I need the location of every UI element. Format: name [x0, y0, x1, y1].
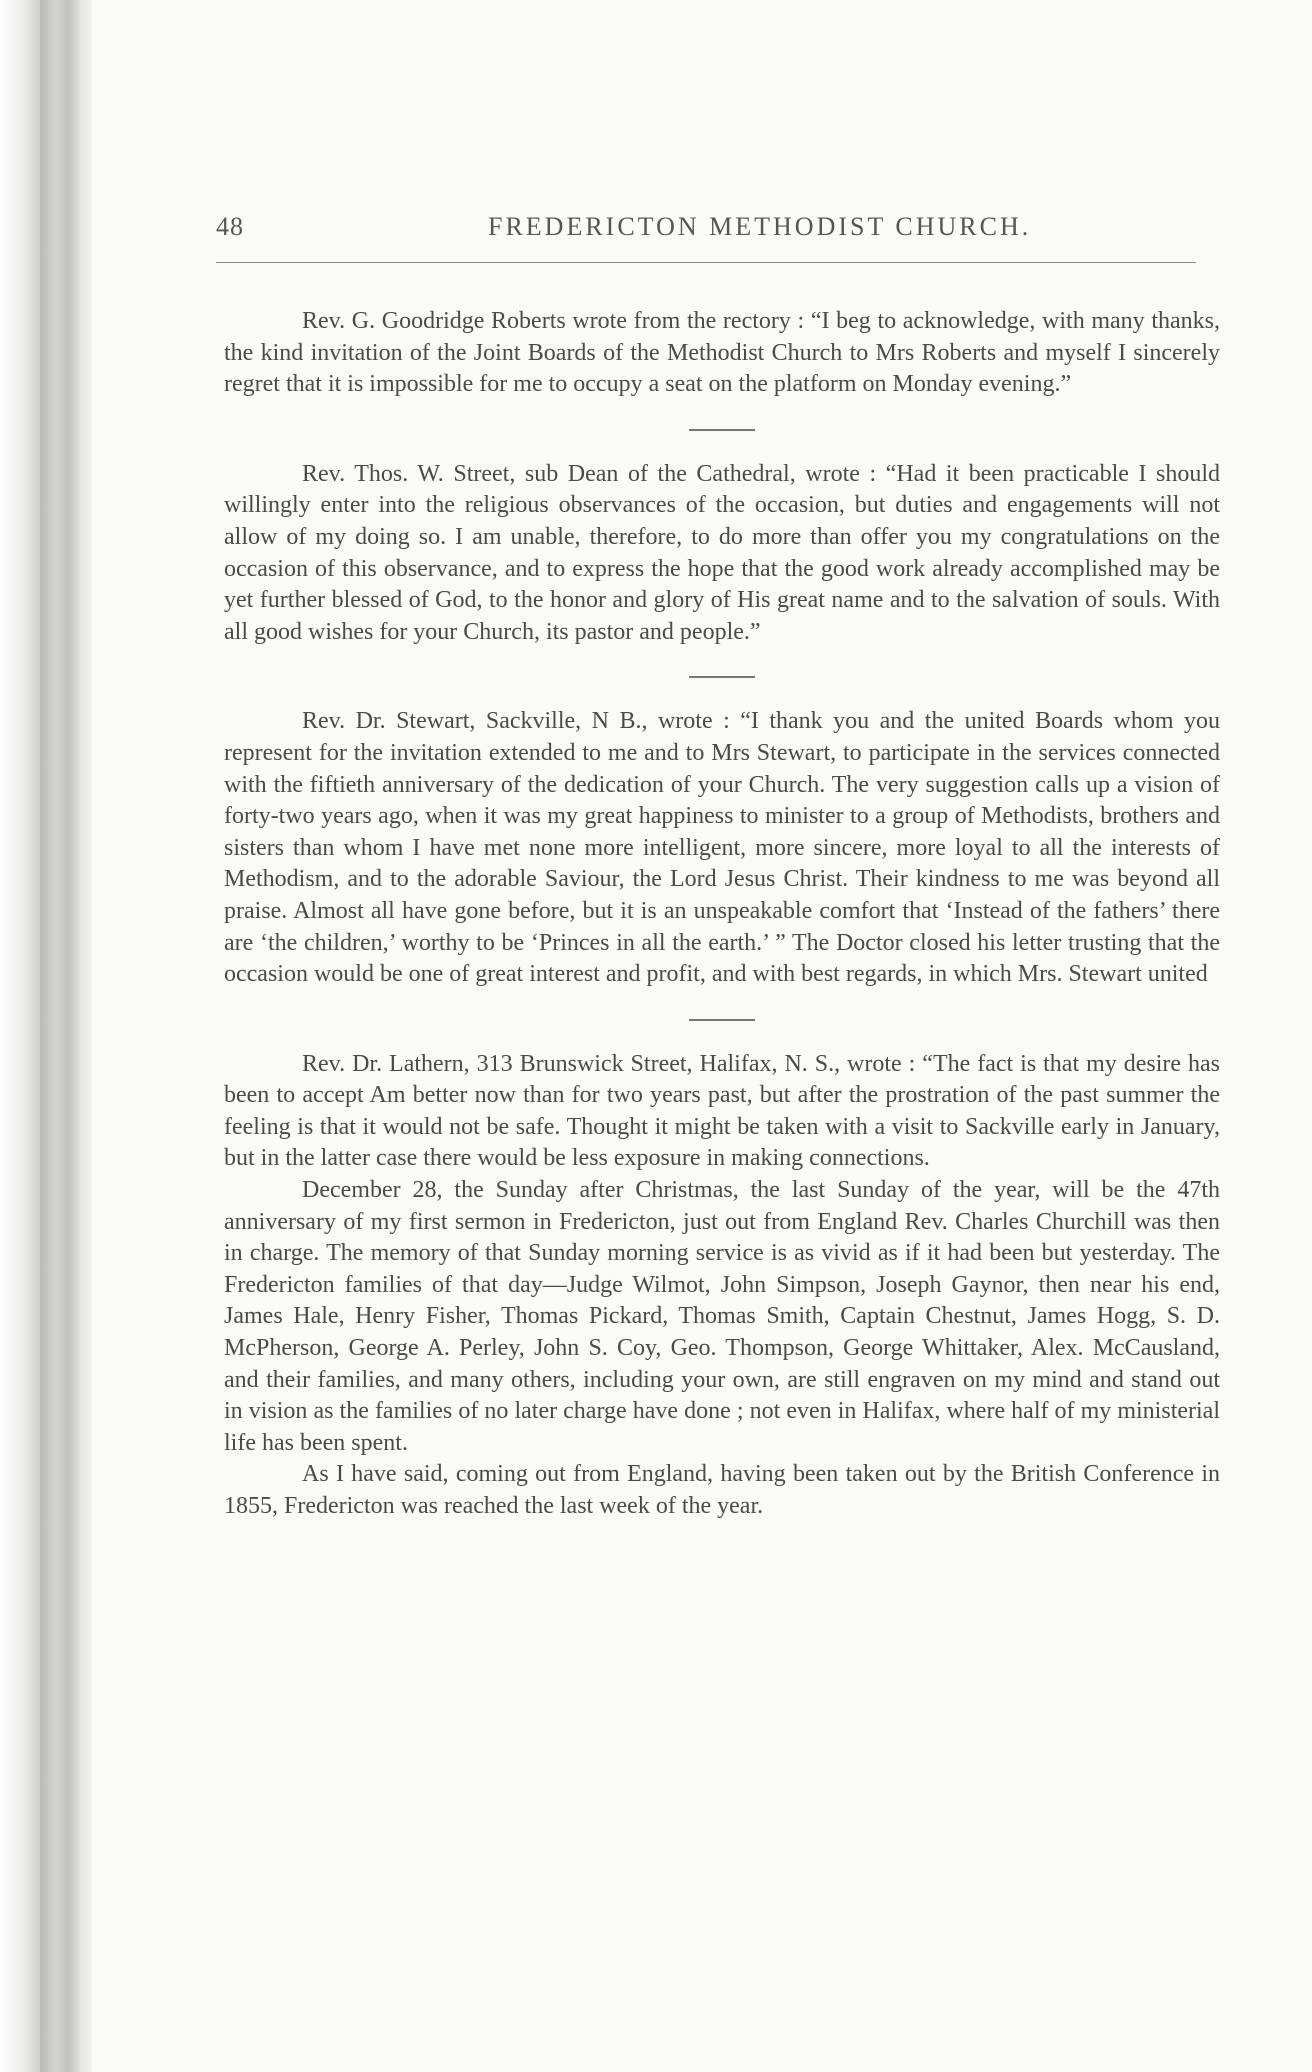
section-divider — [689, 1019, 755, 1021]
paragraph: Rev. G. Goodridge Roberts wrote from the rectory : “I beg to acknowledge, with many thanks, the kind invitation of the Joint Boards of the Methodist Church to Mrs Roberts and myself I sincerely regret that it is impossible for me to occupy a seat on the platform on Monday evening.” — [224, 308, 1220, 398]
section-divider — [689, 429, 755, 431]
paragraph: Rev. Dr. Lathern, 313 Brunswick Street, Halifax, N. S., wrote : “The fact is that my desire has been to accept Am better now than for two years past, but after the prostration of the past summer the feeling is that it would not be safe. Thought it might be taken with a visit to Sackville early in January, but in the latter case there would be less exposure in making connections. — [224, 1050, 1220, 1172]
letter-stewart — [224, 706, 1220, 990]
paragraph: Rev. Thos. W. Street, sub Dean of the Cathedral, wrote : “Had it been practicable I should willingly enter into the religious observances of the occasion, but duties and engagements will not allow of my doing so. I am unable, therefore, to do more than offer you my congratulations on the occasion of this observance, and to express the hope that the good work already accomplished may be yet further blessed of God, to the honor and glory of His great name and to the salvation of souls. With all good wishes for your Church, its pastor and people.” — [224, 460, 1220, 645]
header-rule — [216, 262, 1196, 263]
page-number: 48 — [216, 212, 244, 241]
paragraph: Rev. Dr. Stewart, Sackville, N B., wrote : “I thank you and the united Boards whom you represent for the invitation extended to me and to Mrs Stewart, to participate in the services connected with the fiftieth anniversary of the dedication of your Church. The very suggestion calls up a vision of forty-two years ago, when it was my great happiness to minister to a group of Methodists, brothers and sisters than whom I have met none more intelligent, more sincere, more loyal to all the interests of Methodism, and to the adorable Saviour, the Lord Jesus Christ. Their kindness to me was beyond all praise. Almost all have gone before, but it is an unspeakable comfort that ‘Instead of the fathers’ there are ‘the children,’ worthy to be ‘Princes in all the earth.’ ” The Doctor closed his letter trusting that the occasion would be one of great interest and profit, and with best regards, in which Mrs. Stewart united — [224, 708, 1220, 988]
page-edge-stack — [40, 0, 92, 2072]
body-text — [224, 306, 1220, 1523]
section-divider — [689, 676, 755, 678]
paragraph: December 28, the Sunday after Christmas, the last Sunday of the year, will be the 47th anniversary of my first sermon in Fredericton, just out from England Rev. Charles Churchill was then in charge. The memory of that Sunday morning service is as vivid as if it had been but yesterday. The Fredericton families of that day—Judge Wilmot, John Simpson, Joseph Gaynor, then near his end, James Hale, Henry Fisher, Thomas Pickard, Thomas Smith, Captain Chestnut, James Hogg, S. D. McPherson, George A. Perley, John S. Coy, Geo. Thompson, George Whittaker, Alex. McCausland, and their families, and many others, including your own, are still engraven on my mind and stand out in vision as the families of no later charge have done ; not even in Halifax, where half of my ministerial life has been spent. — [224, 1177, 1220, 1456]
paragraph: As I have said, coming out from England, having been taken out by the British Conference in 1855, Fredericton was reached the last week of the year. — [224, 1461, 1220, 1519]
letter-roberts — [224, 306, 1220, 401]
binding-shadow — [0, 0, 40, 2072]
running-head — [216, 212, 1216, 252]
running-title: FREDERICTON METHODIST CHURCH. — [488, 212, 1032, 241]
letter-lathern — [224, 1049, 1220, 1523]
letter-street — [224, 459, 1220, 649]
